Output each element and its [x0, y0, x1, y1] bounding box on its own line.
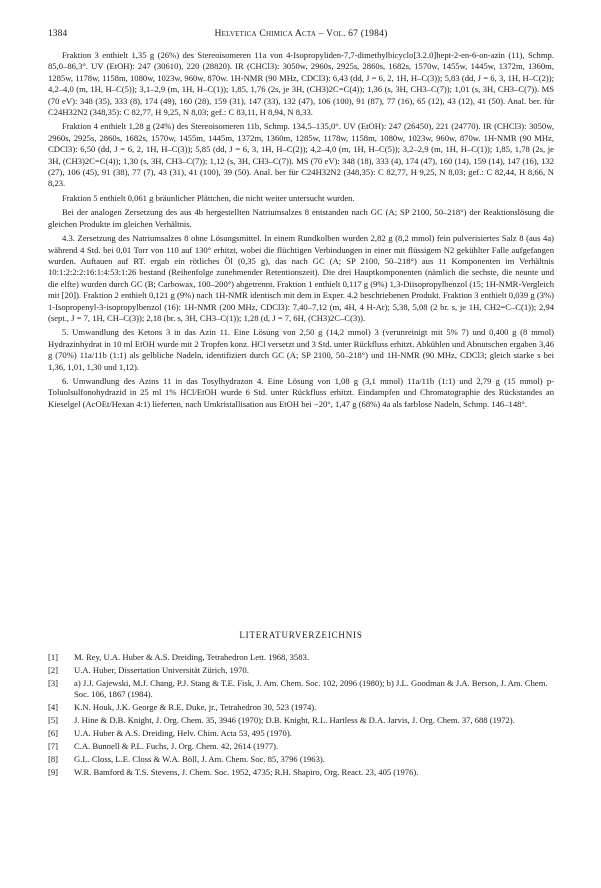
- paragraph-fraktion-5: Fraktion 5 enthielt 0,061 g bräunlicher Plättchen, die nicht weiter untersucht wurden.: [62, 192, 355, 203]
- reference-item: [48, 665, 554, 676]
- paragraph-analogous-decomposition: Bei der analogen Zersetzung des aus 4b hergestellten Natriumsalzes 8 entstanden nach GC (A; SP 2100, 50–218°) der Reaktionslösung die gleichen Produkte im gleichen Verhältnis.: [48, 207, 554, 229]
- reference-text: C.A. Bunnell & P.L. Fuchs, J. Org. Chem. 42, 2614 (1977).: [74, 740, 279, 751]
- reference-text: U.A. Huber, Dissertation Universität Zürich, 1970.: [74, 664, 249, 675]
- reference-item: [48, 741, 554, 752]
- page-header: [48, 26, 554, 42]
- reference-item: [48, 715, 554, 726]
- references-heading: LITERATURVERZEICHNIS: [239, 630, 363, 640]
- reference-text: K.N. Houk, J.K. George & R.E. Duke, jr., Tetrahedron 30, 523 (1974).: [74, 702, 317, 713]
- reference-number: [7]: [48, 740, 59, 751]
- article-body: [48, 50, 554, 413]
- reference-text: a) J.J. Gajewski, M.J. Chang, P.J. Stang & T.E. Fisk, J. Am. Chem. Soc. 102, 2096 (1980); b) J.L. Goodman & J.A. Berson, J. Am. Chem. Soc. 106, 1867 (1984).: [74, 677, 548, 700]
- reference-number: [5]: [48, 715, 59, 726]
- journal-running-title: Helvetica Chimica Acta – Vol. 67 (1984): [214, 28, 388, 39]
- paragraph-section-5: 5. Umwandlung des Ketons 3 in das Azin 11. Eine Lösung von 2,50 g (14,2 mmol) 3 (verunreinigt mit 5% 7) und 0,400 g (8 mmol) Hydrazinhydrat in 10 ml EtOH wurde mit 2 Tropfen konz. HCl versetzt und 3 Std. unter Rückfluss erhitzt. Abkühlen und Abnutschen ergaben 3,46 g (70%) 11a/11b (1:1) als gelbliche Nadeln, identifiziert durch GC (A; SP 2100, 50–218°) und 1H-NMR (90 MHz, CDCl3; gleich starke s bei 1,36, 1,01, 1,30 und 1,12).: [48, 327, 554, 372]
- reference-number: [3]: [48, 677, 59, 688]
- reference-item: [48, 652, 554, 663]
- reference-number: [1]: [48, 652, 59, 662]
- reference-item: [48, 728, 554, 739]
- reference-number: [9]: [48, 766, 59, 777]
- reference-list: [48, 652, 554, 780]
- reference-number: [6]: [48, 727, 59, 738]
- reference-text: W.R. Bamford & T.S. Stevens, J. Chem. Soc. 1952, 4735; R.H. Shapiro, Org. React. 23, 405 (1976).: [74, 766, 419, 777]
- reference-number: [4]: [48, 702, 59, 713]
- reference-text: M. Rey, U.A. Huber & A.S. Dreiding, Tetrahedron Lett. 1968, 3583.: [74, 652, 309, 662]
- reference-number: [8]: [48, 753, 59, 764]
- reference-number: [2]: [48, 664, 59, 675]
- reference-text: J. Hine & D.B. Knight, J. Org. Chem. 35, 3946 (1970); D.B. Knight, R.L. Hartless & D.A. Jarvis, J. Org. Chem. 37, 688 (1972).: [74, 715, 515, 726]
- reference-item: [48, 702, 554, 713]
- reference-item: [48, 767, 554, 778]
- reference-text: U.A. Huber & A.S. Dreiding, Helv. Chim. Acta 53, 495 (1970).: [74, 727, 292, 738]
- paragraph-fraktion-3: Fraktion 3 enthielt 1,35 g (26%) des Stereoisomeren 11a von 4-Isopropyliden-7,7-dimethylbicyclo[3.2.0]hept-2-en-6-on-azin (11), Schmp. 85,0–86,3°. UV (EtOH): 247 (30610), 220 (28820). IR (CHCl3): 3050w, 2960s, 2925s, 2860s, 1682s, 1570w, 1455w, 1445w, 1372m, 1360m, 1285w, 1178w, 1158m, 1080w, 1023w, 960w, 870w. 1H-NMR (90 MHz, CDCl3): 6,43 (dd, J = 6, 2, 1H, H–C(3)); 5,83 (dd, J = 6, 3, 1H, H–C(2)); 4,2–4,0 (m, 1H, H–C(5)); 3,1–2,9 (m, 1H, H–C(1)); 1,85, 1,76 (2s, je 3H, (CH3)2C=C(4)); 1,36 (s, 3H, CH3–C(7)); 1,01 (s, 3H, CH3–C(7)). MS (70 eV): 348 (35), 333 (8), 174 (49), 160 (28), 159 (31), 147 (33), 132 (47), 106 (100), 91 (87), 77 (16), 65 (12), 43 (12), 41 (50). Anal. ber. für C24H32N2 (348,35): C 82,77, H 9,25, N 8,03; gef.: C 83,11, H 8,94, N 8,33.: [48, 50, 554, 118]
- reference-text: G.L. Closs, L.E. Closs & W.A. Böll, J. Am. Chem. Soc. 85, 3796 (1963).: [74, 753, 325, 764]
- reference-item: [48, 678, 554, 701]
- paragraph-fraktion-4: Fraktion 4 enthielt 1,28 g (24%) des Stereoisomeren 11b, Schmp. 134,5–135,0°. UV (EtOH): 247 (26450), 221 (24770). IR (CHCl3): 3050w, 2960s, 2925s, 2860s, 1682s, 1570w, 1455m, 1445m, 1372m, 1360m, 1285w, 1178w, 1158m, 1080w, 1023w, 960w, 870w. 1H-NMR (90 MHz, CDCl3): 6,50 (dd, J = 6, 2, 1H, H–C(3)); 5,85 (dd, J = 6, 3, 1H, H–C(2)); 4,2–4,0 (m, 1H, H–C(5)); 3,2–2,9 (m, 1H, H–C(1)); 1,85, 1,78 (2s, je 3H, (CH3)2C=C(4)); 1,30 (s, 3H, CH3–C(7)); 1,12 (s, 3H, CH3–C(7)). MS (70 eV): 348 (18), 333 (4), 174 (47), 160 (14), 159 (14), 147 (16), 132 (27), 106 (45), 91 (38), 77 (7), 43 (31), 41 (100), 39 (50). Anal. ber für C24H32N2 (348,35): C 82,77, H 9,25, N 8,03; gef.: C 82,44, H 8,66, N 8,23.: [48, 121, 554, 189]
- paragraph-section-4-3: 4.3. Zersetzung des Natriumsalzes 8 ohne Lösungsmittel. In einem Rundkolben wurden 2,82 g (8,2 mmol) fein pulverisiertes Salz 8 (aus 4a) während 4 Std. bei 0,01 Torr von 110 auf 130° erhitzt, wobei die flüchtigen Verbindungen in einer mit flüssigem N2 gekühlter Falle aufgefangen wurden. Auftauen auf RT. ergab ein rötliches Öl (0,35 g), das nach GC (A; SP 2100, 50–218°) aus 11 Komponenten im Verhältnis 10:1:2:2:2:16:1:4:53:1:26 bestand (Reihenfolge zunehmender Retentionszeit). Die drei Hauptkomponenten (nämlich die sechste, die neunte und die elfte) wurden durch GC (B; Carbowax, 100–200°) abgetrennt. Fraktion 1 enthielt 0,117 g (9%) 1,3-Diisopropylbenzol (15; 1H-NMR-Vergleich mit [20]). Fraktion 2 enthielt 0,121 g (9%) nach 1H-NMR identisch mit dem in Exper. 4.2 beschriebenen Produkt. Fraktion 3 enthielt 0,039 g (3%) 1-Isopropenyl-3-isopropylbenzol (16): 1H-NMR (200 MHz, CDCl3): 7,40–7,12 (m, 4H, 4 H-Ar); 5,38, 5,08 (2 br. s, je 1H, CH2=C–C(1)); 2,94 (sept., J = 7, 1H, CH–C(3)); 2,18 (br. s, 3H, CH3–C(1)); 1,28 (d, J = 7, 6H, (CH3)2C–C(3)).: [48, 233, 554, 323]
- page-number: 1384: [48, 28, 68, 39]
- reference-item: [48, 754, 554, 765]
- paragraph-section-6: 6. Umwandlung des Azins 11 in das Tosylhydrazon 4. Eine Lösung von 1,08 g (3,1 mmol) 11a/11b (1:1) und 2,79 g (15 mmol) p-Toluolsulfonohydrazid in 25 ml 1% HCl/EtOH wurde 6 Std. unter Rückfluss erhitzt. Eindampfen und Chromatographie des Rückstandes an Kieselgel (AcOEt/Hexan 4:1) lieferten, nach Umkristallisation aus EtOH bei −20°, 1,47 g (68%) 4a als farblose Nadeln, Schmp. 146–148°.: [48, 375, 554, 409]
